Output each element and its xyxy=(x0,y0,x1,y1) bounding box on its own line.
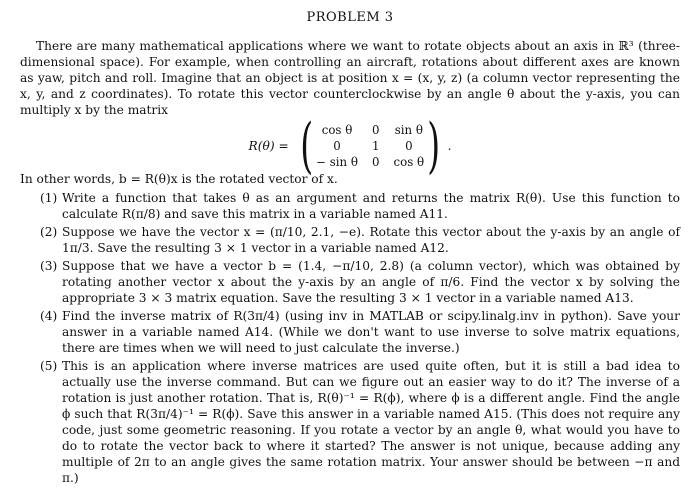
matrix-cell: 0 xyxy=(372,155,380,169)
item-text: Find the inverse matrix of R(3π/4) (using inv in MATLAB or scipy.linalg.inv in python). Save your answer in a variable named A14. (While we don't want to use inverse to solve matrix equations, there are times when we will need to just calculate the inverse.) xyxy=(62,309,680,355)
item-number: (1) xyxy=(40,191,58,205)
intro-text: There are many mathematical applications where we want to rotate objects about an axis in ℝ³ (three-dimensional space). For example, when controlling an aircraft, rotations about different axes are known as yaw, pitch and roll. Imagine that an object is at position x = (x, y, z) (a column vector representing the x, y, and z coordinates). To rotate this vector counterclockwise by an angle θ about the y-axis, you can multiply x by the matrix xyxy=(20,39,680,117)
matrix-label: R(θ) = xyxy=(248,139,289,153)
matrix-period: . xyxy=(447,139,452,153)
matrix-cell: cos θ xyxy=(321,123,353,137)
matrix-cell: sin θ xyxy=(394,123,423,137)
intro-paragraph xyxy=(20,38,680,118)
matrix-cell: − sin θ xyxy=(316,155,358,169)
problem-title: PROBLEM 3 xyxy=(306,10,394,25)
question-item-2 xyxy=(20,224,680,256)
question-item-1 xyxy=(20,190,680,222)
matrix-grid xyxy=(316,122,424,170)
right-paren: ) xyxy=(427,111,441,181)
matrix-cell: 1 xyxy=(372,139,380,153)
matrix-cell: cos θ xyxy=(393,155,425,169)
matrix-body xyxy=(295,111,446,181)
item-text: Write a function that takes θ as an argument and returns the matrix R(θ). Use this function to calculate R(π/8) and save this matrix in a variable named A11. xyxy=(62,191,680,221)
matrix-cell: 0 xyxy=(372,123,380,137)
question-item-5 xyxy=(20,358,680,486)
item-text: This is an application where inverse matrices are used quite often, but it is still a bad idea to actually use the inverse command. But can we figure out an easier way to do it? The inverse of a rotation is just another rotation. That is, R(θ)⁻¹ = R(ϕ), where ϕ is a different angle. Find the angle ϕ such that R(3π/4)⁻¹ = R(ϕ). Save this answer in a variable named A15. (This does not require any code, just some geometric reasoning. If you rotate a vector by an angle θ, what would you have to do to rotate the vector back to where it started? The answer is not unique, because adding any multiple of 2π to an angle gives the same rotation matrix. Your answer should be between −π and π.) xyxy=(62,359,680,485)
question-item-4 xyxy=(20,308,680,356)
matrix-cell: 0 xyxy=(333,139,341,153)
item-number: (3) xyxy=(40,259,58,273)
other-words-text: In other words, b = R(θ)x is the rotated vector of x. xyxy=(20,172,338,186)
item-number: (2) xyxy=(40,225,58,239)
item-text: Suppose that we have a vector b = (1.4, −π/10, 2.8) (a column vector), which was obtained by rotating another vector x about the y-axis by an angle of π/6. Find the vector x by solving the appropriate 3 × 3 matrix equation. Save the resulting 3 × 1 vector in a variable named A13. xyxy=(62,259,680,305)
left-paren: ( xyxy=(299,111,313,181)
item-number: (4) xyxy=(40,309,58,323)
matrix-cell: 0 xyxy=(405,139,413,153)
item-number: (5) xyxy=(40,359,58,373)
item-text: Suppose we have the vector x = (π/10, 2.1, −e). Rotate this vector about the y-axis by an angle of 1π/3. Save the resulting 3 × 1 vector in a variable named A12. xyxy=(62,225,680,255)
question-list xyxy=(20,190,680,488)
question-item-3 xyxy=(20,258,680,306)
